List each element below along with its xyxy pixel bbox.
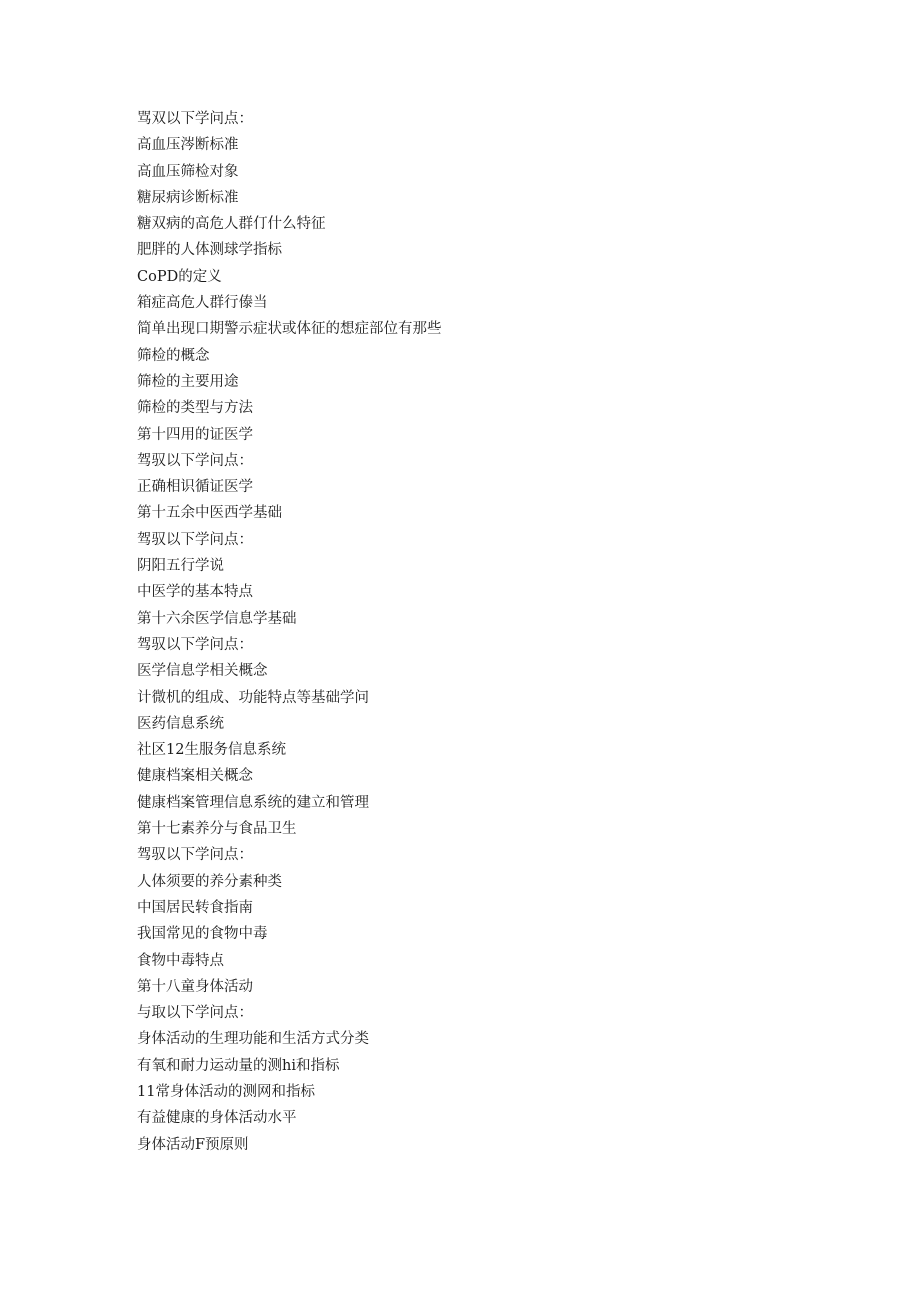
text-line: 正确相识循证医学 xyxy=(137,479,253,496)
text-line: 我国常见的食物中毒 xyxy=(137,926,268,943)
text-line: 第十八童身体活动 xyxy=(137,978,253,995)
text-line: 第十五余中医西学基础 xyxy=(137,505,282,522)
text-line: 有氧和耐力运动量的测hi和指标 xyxy=(137,1057,340,1074)
text-line: CoPD的定义 xyxy=(137,268,222,285)
text-line: 驾驭以下学问点： xyxy=(137,636,253,653)
text-line: 糖尿病诊断标准 xyxy=(137,189,239,206)
text-line: 第十四用的证医学 xyxy=(137,426,253,443)
text-line: 中医学的基本特点 xyxy=(137,584,253,601)
text-line: 有益健康的身体活动水平 xyxy=(137,1110,297,1127)
text-line: 健康档案管理信息系统的建立和管理 xyxy=(137,794,369,811)
text-line: 骂双以下学问点： xyxy=(137,111,253,127)
text-line: 身体活动的生理功能和生活方式分类 xyxy=(137,1031,369,1048)
text-line: 驾驭以下学问点： xyxy=(137,531,253,548)
text-line: 筛检的概念 xyxy=(137,347,210,364)
text-line: 健康档案相关概念 xyxy=(137,768,253,785)
text-line: 肥胖的人体测球学指标 xyxy=(137,242,282,259)
text-line: 食物中毒特点 xyxy=(137,952,224,969)
text-line: 中国居民转食指南 xyxy=(137,899,253,916)
text-line: 计微机的组成、功能特点等基础学问 xyxy=(137,689,369,706)
text-line: 驾驭以下学问点： xyxy=(137,452,253,469)
text-line: 11常身体活动的测网和指标 xyxy=(137,1083,315,1100)
text-line: 高血压涔断标准 xyxy=(137,137,239,154)
text-line: 医学信息学相关概念 xyxy=(137,663,268,680)
text-line: 简单出现口期警示症状或体征的想症部位有那些 xyxy=(137,321,442,338)
text-lines xyxy=(137,106,442,1158)
text-line: 高血压筛检对象 xyxy=(137,163,239,180)
text-line: 驾驭以下学问点： xyxy=(137,847,253,864)
text-line: 筛检的类型与方法 xyxy=(137,400,253,417)
text-line: 第十七素养分与食品卫生 xyxy=(137,821,297,838)
text-line: 阴阳五行学说 xyxy=(137,558,224,575)
text-line: 第十六余医学信息学基础 xyxy=(137,610,297,627)
text-line: 箱症高危人群行傣当 xyxy=(137,295,268,312)
text-line: 身体活动F预原则 xyxy=(137,1136,249,1153)
text-line: 医药信息系统 xyxy=(137,715,224,732)
text-line: 人体须要的养分素种类 xyxy=(137,873,282,890)
text-line: 社区12生服务信息系统 xyxy=(137,742,286,759)
text-line: 糖双病的高危人群仃什么特征 xyxy=(137,216,326,233)
text-line: 筛检的主要用途 xyxy=(137,373,239,390)
text-line: 与取以下学问点： xyxy=(137,1005,253,1022)
